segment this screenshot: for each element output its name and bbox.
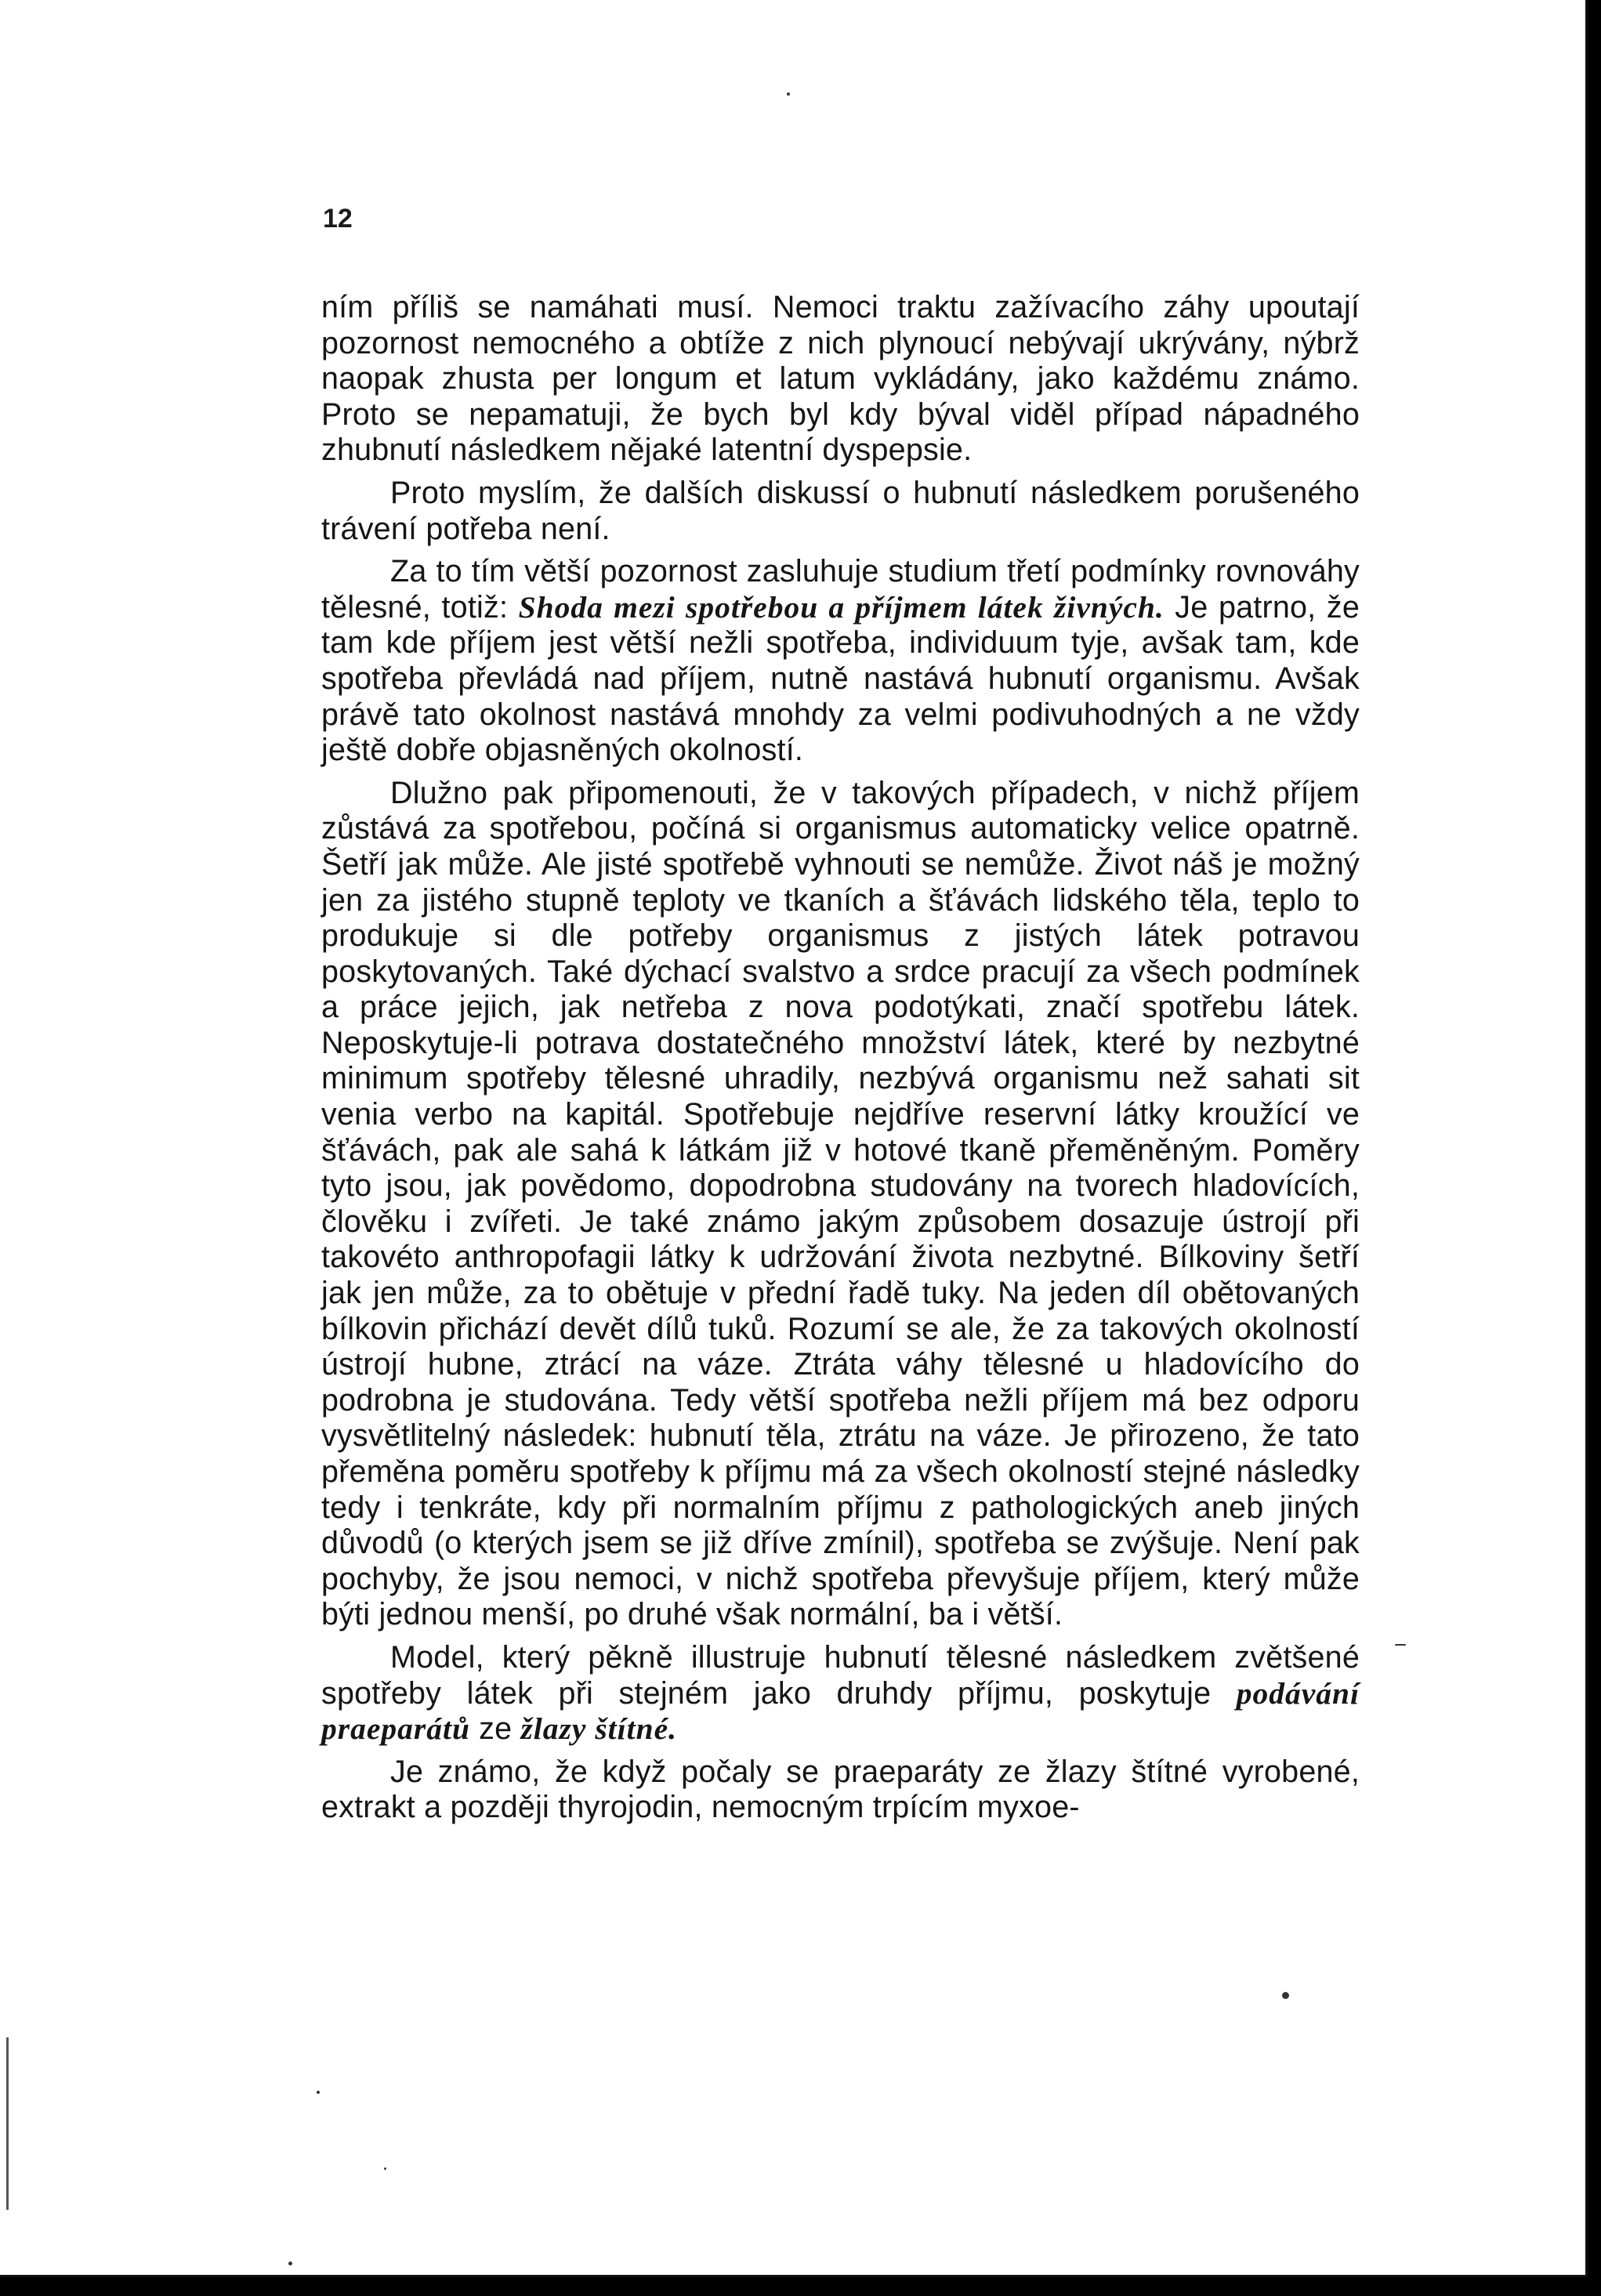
scan-speck [288,2262,292,2265]
text-run: Proto myslím, že dalších diskussí o hubnutí následkem porušeného trávení potřeba není. [321,475,1360,546]
paragraph-3 [321,554,1360,769]
paragraph-5 [321,1640,1360,1747]
scan-speck [384,2167,386,2170]
text-run: Je patrno, že tam kde příjem jest větší nežli spotřeba, individuum tyje, avšak tam, kde spotřeba převládá nad příjem, nutně nastává hubnutí organismu. Avšak právě tato okolnost nastává mnohdy za velmi podivuhodných a ne vždy ještě dobře objasněných okolností. [321,589,1360,768]
text-run: Dlužno pak připomenouti, že v takových případech, v nichž příjem zůstává za spotřebou, počíná si organismus automaticky velice opatrně. Šetří jak může. Ale jisté spotřebě vyhnouti se nemůže. Život náš je možný jen za jistého stupně teploty ve tkaních a šťávách lidského těla, teplo to produkuje si dle potřeby organismus z jistých látek potravou poskytovaných. Také dýchací svalstvo a srdce pracují za všech podmínek a práce jejich, jak netřeba z nova podotýkati, značí spotřebu látek. Neposkytuje-li potrava dostatečného množství látek, které by nezbytné minimum spotřeby tělesné uhradily, nezbývá organismu než sahati sit venia verbo na kapitál. Spotřebuje nejdříve reservní látky kroužící ve šťávách, pak ale sahá k látkám již v hotové tkaně přeměněným. Poměry tyto jsou, jak povědomo, dopodrobna studovány na tvorech hladovících, člověku i zvířeti. Je také známo jakým způsobem dosazuje ústrojí při takovéto anthropofagii látky k udržování života nezbytné. Bílkoviny šetří jak jen může, za to obětuje v přední řadě tuky. Na jeden díl obětovaných bílkovin přichází devět dílů tuků. Rozumí se ale, že za takových okolností ústrojí hubne, ztrácí na váze. Ztráta váhy tělesné u hladovícího do podrobna je studována. Tedy větší spotřeba nežli příjem má bez odporu vysvětlitelný následek: hubnutí těla, ztrátu na váze. Je přirozeno, že tato přeměna poměru spotřeby k příjmu má za všech okolností stejné následky tedy i tenkráte, kdy při normalním příjmu z pathologických aneb jiných důvodů (o kterých jsem se již dříve zmínil), spotřeba se zvýšuje. Není pak pochyby, že jsou nemoci, v nichž spotřeba převyšuje příjem, který může býti jednou menší, po druhé však normální, ba i větší. [321,775,1360,1632]
page-number: 12 [323,204,353,234]
scan-speck [1282,1992,1289,1999]
text-run: Model, který pěkně illustruje hubnutí tělesné následkem zvětšené spotřeby látek při stejném jako druhdy příjmu, poskytuje [321,1639,1360,1711]
emphasized-text: podávání praeparátů [321,1675,1360,1747]
emphasized-text: Shoda mezi spotřebou a příjmem látek živných. [518,589,1165,625]
scan-speck [787,92,790,96]
text-run: Za to tím větší pozornost zasluhuje studium třetí podmínky rovnováhy tělesné, totiž: [321,554,1360,625]
paragraph-1 [321,290,1360,469]
text-run: Je známo, že když počaly se praeparáty ze žlazy štítné vyrobené, extrakt a později thyrojodin, nemocným trpícím myxoe- [321,1754,1360,1825]
text-run: ze [469,1711,521,1747]
paragraph-6 [321,1755,1360,1826]
emphasized-text: žlazy štítné. [520,1711,677,1747]
text-run: ním příliš se namáhati musí. Nemoci traktu zažívacího záhy upoutají pozornost nemocného a obtíže z nich plynoucí nebývají ukrývány, nýbrž naopak zhusta per longum et latum vykládány, jako každému známo. Proto se nepamatuji, že bych byl kdy býval viděl případ nápadného zhubnutí následkem nějaké latentní dyspepsie. [321,290,1360,468]
scan-speck [1395,1644,1406,1646]
body-text [321,290,1360,1826]
scan-edge-mark [6,2037,9,2210]
paragraph-4 [321,776,1360,1633]
paragraph-2 [321,476,1360,547]
scan-speck [317,2091,320,2094]
